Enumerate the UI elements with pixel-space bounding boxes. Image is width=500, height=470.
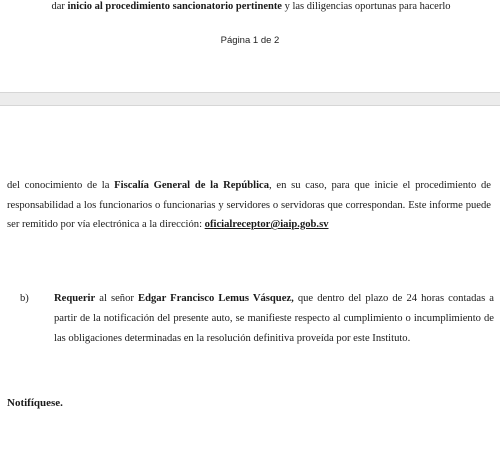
para1-prefix: del conocimiento de la [7, 180, 115, 191]
page-separator [0, 92, 500, 106]
paragraph-fiscalia [7, 176, 491, 235]
page-number: Página 1 de 2 [220, 35, 280, 46]
email-link[interactable]: oficialreceptor@iaip.gob.sv [204, 219, 329, 230]
para1-suffix: , en su caso, para que inicie el procedimiento de responsabilidad a los funcionarios o funcionarias y servidores o servidoras que correspondan. Este informe puede ser remitido por vía electrónica a la dirección: [7, 180, 492, 230]
item-b-text1: al señor [95, 293, 139, 304]
document-page-1 [0, 0, 500, 92]
list-item-label: b) [20, 293, 29, 304]
list-item-body [54, 289, 494, 349]
para1-bold: Fiscalía General de la República [114, 180, 270, 191]
top-line-suffix: y las diligencias oportunas para hacerlo [281, 1, 451, 12]
top-line-bold: inicio al procedimiento sancionatorio pertinente [67, 1, 282, 12]
top-line-prefix: dar [51, 1, 68, 12]
closing-notifiquese: Notifíquese. [7, 397, 63, 409]
document-page-2 [0, 106, 500, 470]
item-b-text2: que dentro del plazo de 24 horas contadas a partir de la notificación del presente auto, se manifieste respecto al cumplimiento o incumplimiento de las obligaciones determinadas en la resolución definitiva proveída por este Instituto. [54, 293, 494, 344]
item-b-verb: Requerir [54, 293, 96, 304]
page-1-last-line [6, 0, 496, 14]
item-b-name: Edgar Francisco Lemus Vásquez, [138, 293, 294, 304]
